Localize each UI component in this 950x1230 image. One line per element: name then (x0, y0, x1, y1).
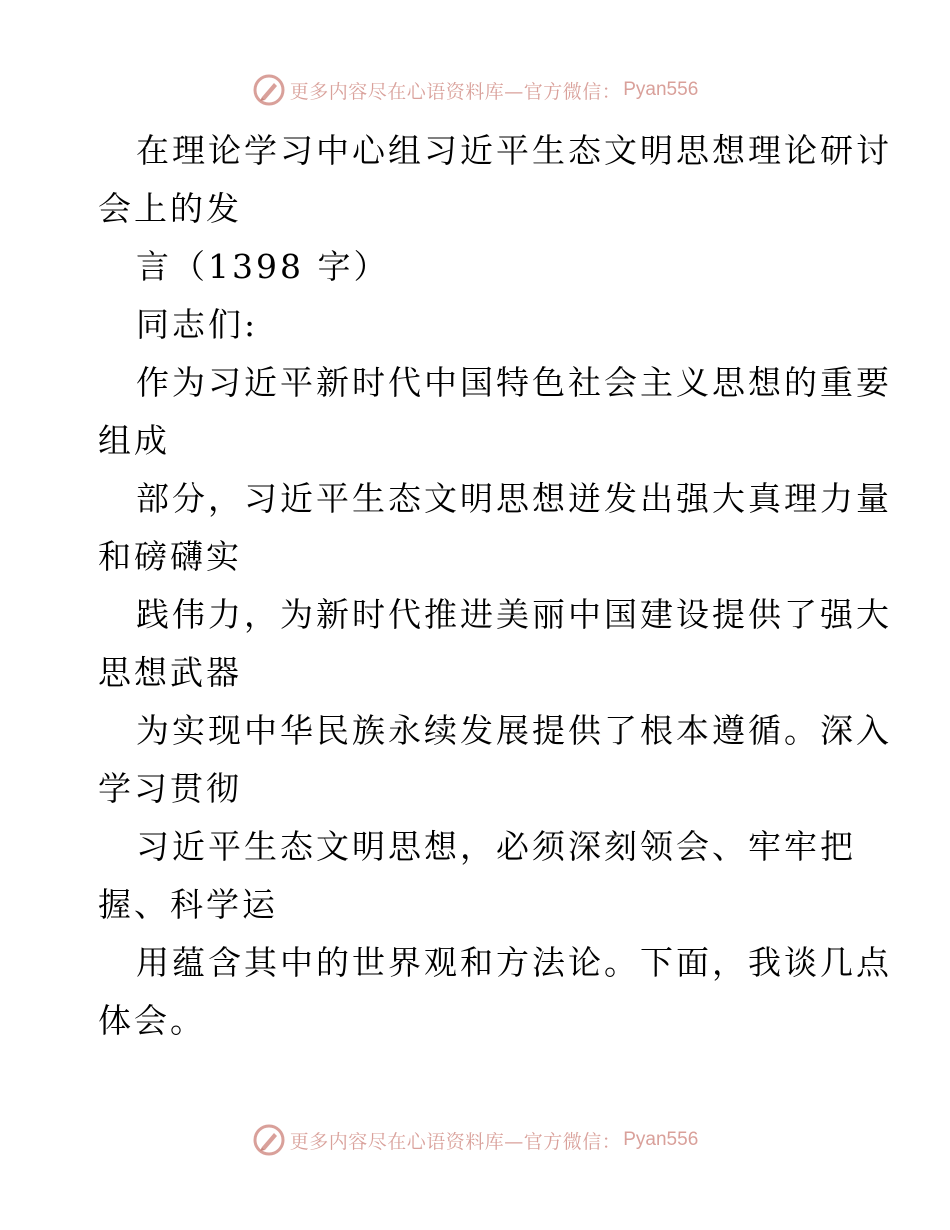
text-line: 学习贯彻 (98, 769, 242, 808)
text-line: 在理论学习中心组习近平生态文明思想理论研讨 (136, 131, 892, 170)
text-line: 握、科学运 (98, 885, 278, 924)
document-body (98, 122, 892, 1050)
header-watermark (0, 70, 950, 110)
footer-watermark (0, 1120, 950, 1160)
watermark-wechat-id: Pyan556 (623, 1129, 699, 1150)
text-line: 体会。 (98, 1001, 206, 1040)
text-line: 用蕴含其中的世界观和方法论。下面，我谈几点 (136, 943, 892, 982)
text-line: 和磅礴实 (98, 537, 242, 576)
text-line: 同志们: (136, 305, 259, 344)
text-line: 组成 (98, 421, 170, 460)
text-line: 会上的发 (98, 189, 242, 228)
fountain-pen-logo-icon (252, 1123, 286, 1157)
watermark-wechat-id: Pyan556 (623, 79, 699, 100)
text-line: 践伟力，为新时代推进美丽中国建设提供了强大 (136, 595, 892, 634)
text-line: 言（1398 字） (136, 247, 390, 286)
watermark-text: 更多内容尽在心语资料库—官方微信： (289, 1130, 622, 1153)
fountain-pen-logo-icon (252, 73, 286, 107)
watermark-text: 更多内容尽在心语资料库—官方微信： (289, 80, 622, 103)
text-line: 部分，习近平生态文明思想迸发出强大真理力量 (136, 479, 892, 518)
text-line: 作为习近平新时代中国特色社会主义思想的重要 (136, 363, 892, 402)
text-line: 习近平生态文明思想，必须深刻领会、牢牢把 (136, 827, 856, 866)
text-line: 思想武器 (98, 653, 242, 692)
text-line: 为实现中华民族永续发展提供了根本遵循。深入 (136, 711, 892, 750)
